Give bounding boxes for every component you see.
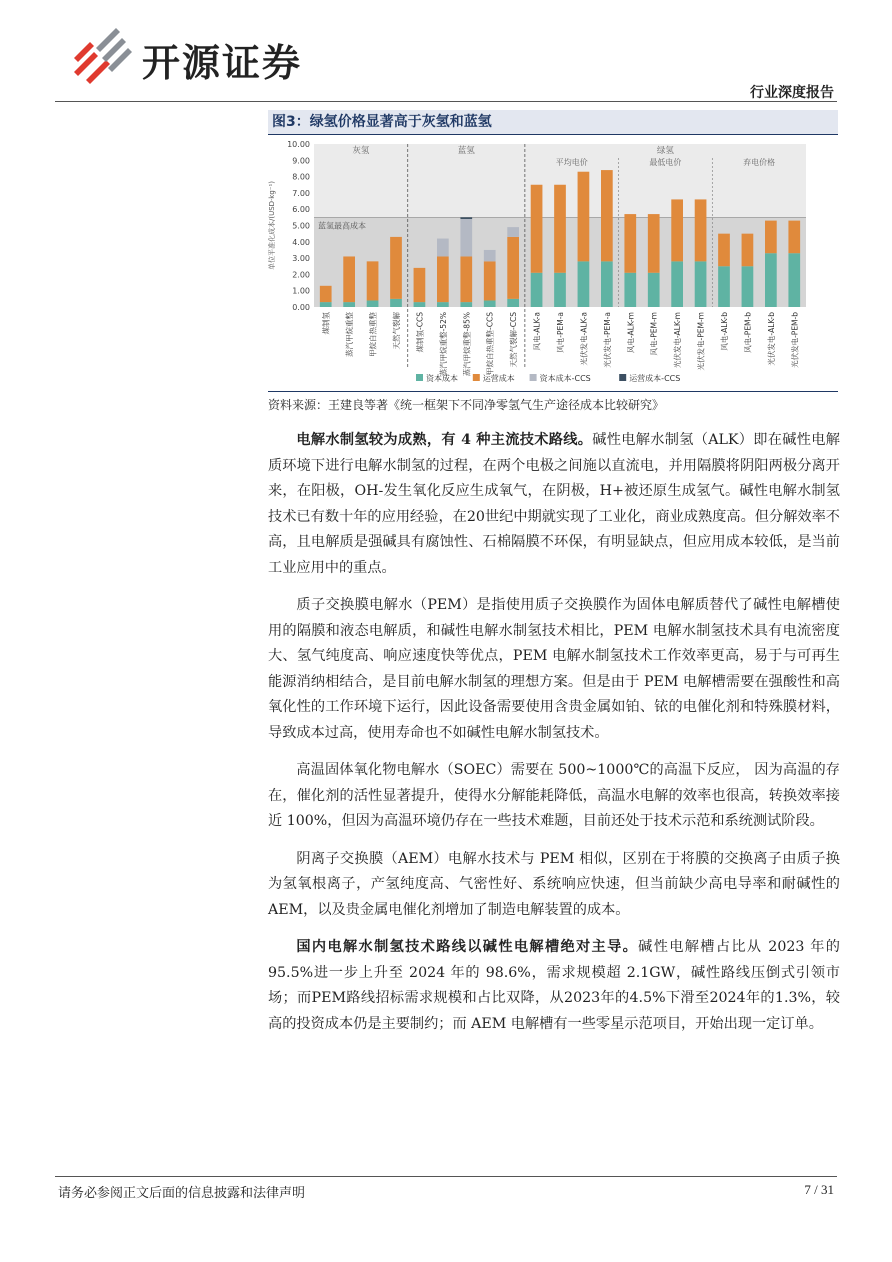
bar-segment (507, 227, 519, 237)
paragraph-text: 阴离子交换膜（AEM）电解水技术与 PEM 相似，区别在于将膜的交换离子由质子换为氢氧根离子，产氢纯度高、气密性好、系统响应快速，但当前缺少高电导率和耐碱性的 AEM，以及贵金属电催化剂增加了制造电解装置的成本。 (268, 850, 840, 918)
y-tick-label: 9.00 (292, 156, 310, 166)
reference-label: 蓝氢最高成本 (318, 221, 366, 231)
bar-segment (671, 199, 683, 261)
legend-swatch (619, 374, 626, 381)
category-label: 光伏发电-PEM-m (696, 312, 706, 371)
bar-segment (718, 234, 730, 267)
bar-segment (437, 256, 449, 302)
subgroup-label: 平均电价 (555, 158, 588, 167)
company-logo-icon (72, 28, 134, 84)
category-label: 煤制氢 (321, 312, 331, 335)
category-label: 蒸汽甲烷重整 (345, 312, 355, 357)
paragraph-lead: 国内电解水制氢技术路线以碱性电解槽绝对主导。 (296, 939, 639, 955)
y-tick-label: 2.00 (292, 270, 310, 280)
y-tick-label: 4.00 (292, 237, 310, 247)
category-label: 风电-ALK-b (720, 312, 729, 351)
category-label: 光伏发电-PEM-b (790, 312, 800, 368)
category-label: 天然气裂解-CCS (509, 312, 519, 368)
bar-segment (460, 217, 472, 219)
brand-name: 开源证券 (142, 41, 303, 85)
legend-swatch (473, 374, 480, 381)
category-label: 光伏发电-ALK-a (579, 312, 589, 366)
bar-segment (507, 237, 519, 299)
bar-segment (718, 266, 730, 307)
category-label: 甲烷自热重整 (368, 312, 378, 357)
category-label: 光伏发电-PEM-a (602, 312, 612, 368)
y-tick-label: 8.00 (292, 172, 310, 182)
legend-label: 运营成本 (482, 374, 515, 383)
legend-swatch (416, 374, 423, 381)
bar-segment (390, 299, 402, 307)
category-label: 蒸汽甲烷重整-52% (438, 312, 448, 377)
bar-segment (671, 261, 683, 307)
bar-segment (648, 214, 660, 273)
bar-segment (531, 273, 543, 307)
y-tick-label: 6.00 (292, 205, 310, 215)
footer-divider (55, 1176, 837, 1177)
bar-segment (484, 250, 496, 261)
bar-segment (367, 300, 379, 307)
y-tick-label: 5.00 (292, 221, 310, 231)
y-tick-label: 7.00 (292, 188, 310, 198)
paragraph (268, 935, 840, 1037)
legend-label: 资本成本 (426, 374, 458, 383)
paragraph-text: 质子交换膜电解水（PEM）是指使用质子交换膜作为固体电解质替代了碱性电解槽使用的隔膜和液态电解质，和碱性电解水制氢技术相比，PEM 电解水制氢技术具有电流密度大、氢气纯度高、响应速度快等优点，PEM 电解水制氢技术工作效率更高，易于与可再生能源消纳相结合，是目前电解水制氢的理想方案。但是由于 PEM 电解槽需要在强酸性和高氧化性的工作环境下运行，因此设备需要使用含贵金属如铂、铱的电催化剂和特殊膜材料，导致成本过高，使用寿命也不如碱性电解水制氢技术。 (268, 597, 840, 741)
bar-segment (742, 234, 754, 267)
bar-segment (624, 273, 636, 307)
y-tick-label: 1.00 (292, 286, 310, 296)
category-label: 蒸汽甲烷重整-85% (462, 312, 472, 377)
bar-segment (788, 253, 800, 307)
category-label: 风电-PEM-a (556, 312, 565, 353)
bar-segment (460, 302, 472, 307)
paragraph (268, 758, 840, 835)
footer-disclaimer: 请务必参阅正文后面的信息披露和法律声明 (58, 1186, 306, 1201)
group-label: 蓝氢 (457, 146, 475, 156)
article-body (268, 428, 840, 1049)
bar-segment (765, 253, 777, 307)
bar-segment (601, 170, 613, 261)
paragraph-text: 碱性电解水制氢（ALK）即在碱性电解质环境下进行电解水制氢的过程，在两个电极之间施以直流电，并用隔膜将阴阳两极分离开来，在阳极，OH-发生氧化反应生成氧气，在阴极，H+被还原生成氢气。碱性电解水制氢技术已有数十年的应用经验，在20世纪中期就实现了工业化，商业成熟度高。但分解效率不高，且电解质是强碱具有腐蚀性、石棉隔膜不环保，有明显缺点，但应用成本较低，是当前工业应用中的重点。 (268, 432, 840, 576)
legend-label: 运营成本-CCS (629, 374, 681, 383)
figure-top-rule (268, 134, 838, 135)
paragraph (268, 593, 840, 746)
y-tick-label: 0.00 (292, 303, 310, 312)
hydrogen-cost-chart (262, 136, 818, 388)
category-label: 天然气裂解 (392, 312, 401, 350)
subgroup-label: 弃电价格 (743, 158, 776, 167)
paragraph (268, 428, 840, 581)
bar-segment (320, 286, 332, 302)
bar-segment (484, 261, 496, 300)
bar-segment (531, 185, 543, 273)
paragraph-lead: 电解水制氢较为成熟，有 4 种主流技术路线。 (296, 432, 593, 448)
bar-segment (624, 214, 636, 273)
bar-segment (788, 221, 800, 254)
report-type-label: 行业深度报告 (750, 85, 834, 101)
company-logo (72, 28, 332, 84)
header-divider (55, 101, 837, 102)
bar-segment (484, 300, 496, 307)
legend-label: 资本成本-CCS (539, 374, 591, 383)
legend-swatch (530, 374, 537, 381)
bar-segment (578, 172, 590, 262)
bar-segment (414, 302, 426, 307)
bar-segment (554, 185, 566, 273)
figure-source: 资料来源：王建良等著《统一框架下不同净零氢气生产途径成本比较研究》 (268, 398, 665, 412)
bar-segment (320, 302, 332, 307)
bar-segment (648, 273, 660, 307)
page-number: 7 / 31 (804, 1182, 834, 1197)
y-tick-label: 3.00 (292, 254, 310, 264)
bar-segment (460, 256, 472, 302)
y-axis-label: 单位平准化成本/(USD·kg⁻¹) (268, 180, 276, 271)
category-label: 光伏发电-ALK-b (766, 312, 776, 366)
bar-segment (601, 261, 613, 307)
paragraph-text: 碱性电解槽占比从 2023 年的 95.5%进一步上升至 2024 年的 98.6%，需求规模超 2.1GW，碱性路线压倒式引领市场；而PEM路线招标需求规模和占比双降，从2023年的4.5%下滑至2024年的1.3%，较高的投资成本仍是主要制约；而 AEM 电解槽有一些零星示范项目，开始出现一定订单。 (268, 939, 840, 1032)
bar-segment (367, 261, 379, 300)
bar-segment (578, 261, 590, 307)
category-label: 甲烷自热重整-CCS (485, 312, 495, 375)
category-label: 风电-ALK-a (532, 312, 542, 351)
bar-segment (695, 261, 707, 307)
bar-segment (414, 268, 426, 302)
category-label: 煤制氢-CCS (415, 312, 425, 353)
bar-segment (695, 199, 707, 261)
paragraph (268, 847, 840, 924)
y-tick-label: 10.00 (287, 140, 310, 149)
bar-segment (507, 299, 519, 307)
bar-segment (765, 221, 777, 254)
bar-segment (437, 239, 449, 257)
category-label: 风电-PEM-m (649, 312, 659, 356)
category-label: 风电-ALK-m (626, 312, 636, 354)
paragraph-text: 高温固体氧化物电解水（SOEC）需要在 500~1000℃的高温下反应， 因为高温的存在，催化剂的活性显著提升，使得水分解能耗降低，高温水电解的效率也很高，转换效率接近 100%，但因为高温环境仍存在一些技术难题，目前还处于技术示范和系统测试阶段。 (268, 762, 840, 829)
bar-segment (343, 256, 355, 302)
figure-bottom-rule (268, 391, 838, 392)
subgroup-label: 最低电价 (649, 158, 682, 167)
bar-segment (437, 302, 449, 307)
group-label: 绿氢 (656, 146, 674, 156)
bar-segment (742, 266, 754, 307)
group-label: 灰氢 (352, 146, 370, 156)
bar-segment (343, 302, 355, 307)
category-label: 风电-PEM-b (743, 312, 753, 353)
bar-segment (390, 237, 402, 299)
figure-title: 图3：绿氢价格显著高于灰氢和蓝氢 (268, 110, 838, 134)
bar-segment (554, 273, 566, 307)
bar-segment (460, 219, 472, 256)
category-label: 光伏发电-ALK-m (673, 312, 683, 369)
